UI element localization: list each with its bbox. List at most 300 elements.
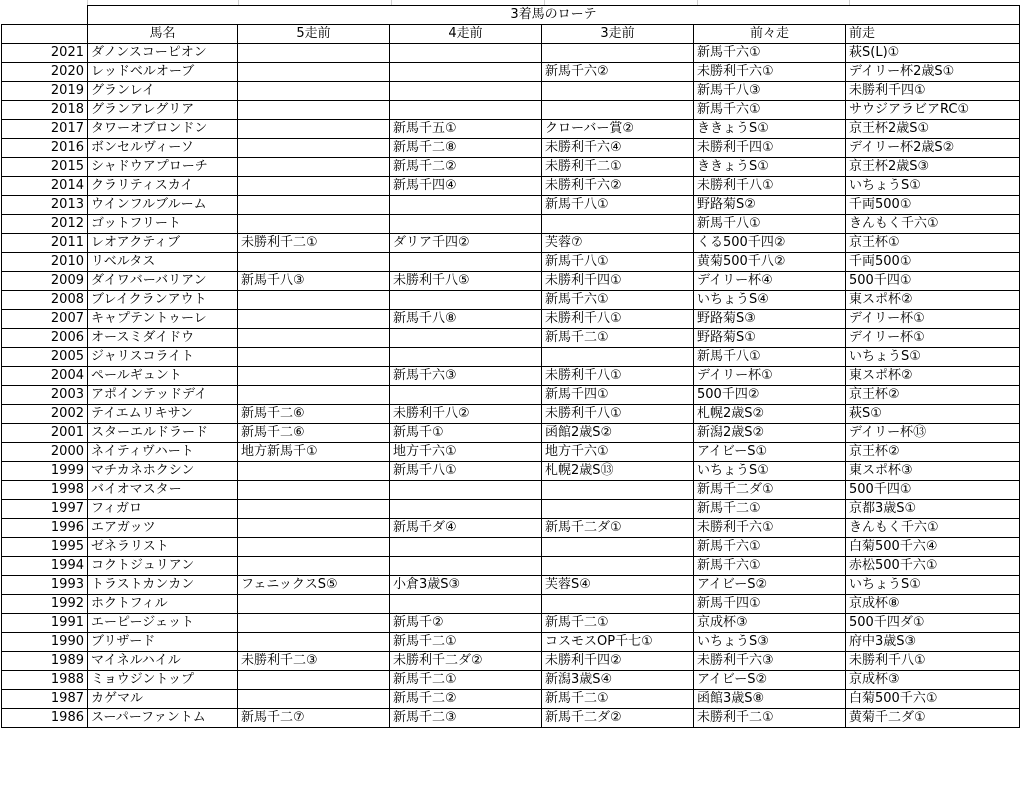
cell-run-5-ago	[238, 519, 390, 538]
table-row	[2, 139, 1020, 158]
header-year	[2, 25, 88, 44]
cell-run-2-ago: 札幌2歳S②	[694, 405, 846, 424]
cell-run-5-ago	[238, 386, 390, 405]
cell-run-5-ago	[238, 462, 390, 481]
cell-run-3-ago: 未勝利千八①	[542, 405, 694, 424]
cell-run-2-ago: 未勝利千六①	[694, 63, 846, 82]
cell-run-3-ago: 札幌2歳S⑬	[542, 462, 694, 481]
cell-run-3-ago	[542, 101, 694, 120]
header-horse-name: 馬名	[88, 25, 238, 44]
cell-run-4-ago: 新馬千①	[390, 424, 542, 443]
cell-last-run: 東スポ杯③	[846, 462, 1020, 481]
cell-run-5-ago	[238, 500, 390, 519]
cell-horse-name: マイネルハイル	[88, 652, 238, 671]
table-row	[2, 652, 1020, 671]
cell-year: 2021	[2, 44, 88, 63]
cell-last-run: 未勝利千八①	[846, 652, 1020, 671]
cell-run-2-ago: 500千四②	[694, 386, 846, 405]
cell-last-run: いちょうS①	[846, 348, 1020, 367]
table-row	[2, 386, 1020, 405]
cell-year: 2000	[2, 443, 88, 462]
cell-year: 1986	[2, 709, 88, 728]
cell-run-2-ago: 未勝利千六③	[694, 652, 846, 671]
cell-run-5-ago	[238, 139, 390, 158]
cell-last-run: いちょうS①	[846, 576, 1020, 595]
cell-last-run: 萩S(L)①	[846, 44, 1020, 63]
cell-last-run: 白菊500千六①	[846, 690, 1020, 709]
cell-last-run: 府中3歳S③	[846, 633, 1020, 652]
cell-run-3-ago: 新馬千四①	[542, 386, 694, 405]
table-row	[2, 709, 1020, 728]
cell-run-4-ago: 新馬千二②	[390, 690, 542, 709]
cell-run-3-ago: 新馬千二①	[542, 329, 694, 348]
cell-run-4-ago	[390, 538, 542, 557]
cell-last-run: 京王杯②	[846, 443, 1020, 462]
cell-last-run: デイリー杯①	[846, 329, 1020, 348]
cell-last-run: 京王杯2歳S①	[846, 120, 1020, 139]
cell-run-2-ago: 新馬千四①	[694, 595, 846, 614]
cell-run-3-ago: 新馬千二①	[542, 690, 694, 709]
cell-year: 2015	[2, 158, 88, 177]
cell-run-5-ago	[238, 614, 390, 633]
cell-horse-name: トラストカンカン	[88, 576, 238, 595]
cell-run-4-ago: 新馬千四④	[390, 177, 542, 196]
cell-run-3-ago: 未勝利千四①	[542, 272, 694, 291]
cell-run-3-ago	[542, 500, 694, 519]
cell-year: 2011	[2, 234, 88, 253]
cell-run-4-ago: 新馬千ダ④	[390, 519, 542, 538]
cell-last-run: 500千四ダ①	[846, 614, 1020, 633]
cell-horse-name: コクトジュリアン	[88, 557, 238, 576]
cell-run-3-ago: 未勝利千八①	[542, 310, 694, 329]
table-row	[2, 671, 1020, 690]
cell-horse-name: スターエルドラード	[88, 424, 238, 443]
cell-horse-name: ネイティヴハート	[88, 443, 238, 462]
cell-run-3-ago	[542, 82, 694, 101]
table-row	[2, 500, 1020, 519]
cell-run-5-ago	[238, 367, 390, 386]
cell-horse-name: エーピージェット	[88, 614, 238, 633]
table-row	[2, 462, 1020, 481]
table-row	[2, 424, 1020, 443]
cell-last-run: 京都3歳S①	[846, 500, 1020, 519]
cell-year: 2018	[2, 101, 88, 120]
cell-horse-name: ゴットフリート	[88, 215, 238, 234]
cell-run-2-ago: 新馬千六①	[694, 44, 846, 63]
cell-horse-name: バイオマスター	[88, 481, 238, 500]
cell-run-2-ago: アイビーS②	[694, 671, 846, 690]
cell-run-5-ago	[238, 595, 390, 614]
cell-horse-name: ダイワバーバリアン	[88, 272, 238, 291]
cell-horse-name: ボンセルヴィーソ	[88, 139, 238, 158]
cell-year: 2008	[2, 291, 88, 310]
cell-run-3-ago: 芙蓉S④	[542, 576, 694, 595]
cell-last-run: 京王杯①	[846, 234, 1020, 253]
cell-last-run: 萩S①	[846, 405, 1020, 424]
cell-year: 1990	[2, 633, 88, 652]
cell-run-5-ago	[238, 63, 390, 82]
table-row	[2, 44, 1020, 63]
cell-run-4-ago: 新馬千二③	[390, 709, 542, 728]
cell-horse-name: カゲマル	[88, 690, 238, 709]
cell-run-4-ago: 未勝利千八⑤	[390, 272, 542, 291]
table-row	[2, 310, 1020, 329]
cell-run-4-ago: 新馬千二②	[390, 158, 542, 177]
cell-run-3-ago: 地方千六①	[542, 443, 694, 462]
cell-last-run: デイリー杯2歳S②	[846, 139, 1020, 158]
table-row	[2, 538, 1020, 557]
table-row	[2, 481, 1020, 500]
cell-horse-name: ウインフルブルーム	[88, 196, 238, 215]
cell-run-2-ago: 函館3歳S⑧	[694, 690, 846, 709]
cell-run-4-ago	[390, 291, 542, 310]
cell-year: 1997	[2, 500, 88, 519]
cell-run-5-ago	[238, 329, 390, 348]
title-row	[2, 6, 1020, 25]
cell-year: 1999	[2, 462, 88, 481]
cell-run-2-ago: 野路菊S②	[694, 196, 846, 215]
cell-run-5-ago	[238, 158, 390, 177]
cell-last-run: 東スポ杯②	[846, 367, 1020, 386]
cell-run-4-ago	[390, 481, 542, 500]
cell-run-5-ago	[238, 671, 390, 690]
cell-run-5-ago	[238, 348, 390, 367]
cell-last-run: 500千四①	[846, 272, 1020, 291]
table-row	[2, 234, 1020, 253]
cell-last-run: デイリー杯2歳S①	[846, 63, 1020, 82]
cell-run-4-ago	[390, 253, 542, 272]
cell-last-run: 東スポ杯②	[846, 291, 1020, 310]
cell-run-5-ago	[238, 291, 390, 310]
cell-horse-name: ホクトフィル	[88, 595, 238, 614]
cell-run-2-ago: アイビーS②	[694, 576, 846, 595]
cell-horse-name: エアガッツ	[88, 519, 238, 538]
cell-run-3-ago	[542, 538, 694, 557]
cell-year: 1987	[2, 690, 88, 709]
cell-run-4-ago: ダリア千四②	[390, 234, 542, 253]
table-body	[2, 44, 1020, 728]
cell-horse-name: タワーオブロンドン	[88, 120, 238, 139]
header-4-runs-ago: 4走前	[390, 25, 542, 44]
cell-year: 2019	[2, 82, 88, 101]
cell-run-2-ago: 野路菊S③	[694, 310, 846, 329]
cell-run-3-ago	[542, 215, 694, 234]
cell-year: 1993	[2, 576, 88, 595]
cell-run-3-ago: 新馬千二ダ①	[542, 519, 694, 538]
cell-run-5-ago	[238, 44, 390, 63]
header-5-runs-ago: 5走前	[238, 25, 390, 44]
cell-run-3-ago: 未勝利千四②	[542, 652, 694, 671]
cell-horse-name: レッドベルオーブ	[88, 63, 238, 82]
cell-run-3-ago	[542, 348, 694, 367]
cell-run-2-ago: いちょうS①	[694, 462, 846, 481]
cell-horse-name: リベルタス	[88, 253, 238, 272]
cell-year: 2016	[2, 139, 88, 158]
cell-run-5-ago	[238, 253, 390, 272]
cell-year: 1989	[2, 652, 88, 671]
cell-run-5-ago: 新馬千二⑥	[238, 405, 390, 424]
cell-run-3-ago	[542, 481, 694, 500]
cell-run-3-ago: 新馬千二ダ②	[542, 709, 694, 728]
cell-run-5-ago: フェニックスS⑤	[238, 576, 390, 595]
cell-run-3-ago: 未勝利千六②	[542, 177, 694, 196]
cell-run-5-ago	[238, 120, 390, 139]
cell-run-5-ago	[238, 538, 390, 557]
cell-last-run: 千両500①	[846, 253, 1020, 272]
cell-run-2-ago: 京成杯③	[694, 614, 846, 633]
table-row	[2, 329, 1020, 348]
cell-year: 2012	[2, 215, 88, 234]
cell-year: 2002	[2, 405, 88, 424]
cell-year: 2013	[2, 196, 88, 215]
cell-run-3-ago: 新馬千八①	[542, 253, 694, 272]
table-row	[2, 272, 1020, 291]
cell-last-run: デイリー杯①	[846, 310, 1020, 329]
cell-run-3-ago	[542, 557, 694, 576]
cell-run-4-ago: 未勝利千八②	[390, 405, 542, 424]
cell-last-run: 京成杯⑧	[846, 595, 1020, 614]
header-last-run: 前走	[846, 25, 1020, 44]
cell-run-4-ago	[390, 101, 542, 120]
cell-run-2-ago: 新馬千六①	[694, 557, 846, 576]
cell-horse-name: オースミダイドウ	[88, 329, 238, 348]
cell-last-run: 千両500①	[846, 196, 1020, 215]
cell-horse-name: スーパーファントム	[88, 709, 238, 728]
cell-run-4-ago	[390, 215, 542, 234]
cell-last-run: いちょうS①	[846, 177, 1020, 196]
table-row	[2, 348, 1020, 367]
cell-run-4-ago: 新馬千②	[390, 614, 542, 633]
cell-run-2-ago: ききょうS①	[694, 120, 846, 139]
cell-year: 2010	[2, 253, 88, 272]
cell-run-5-ago	[238, 215, 390, 234]
table-row	[2, 367, 1020, 386]
header-3-runs-ago: 3走前	[542, 25, 694, 44]
cell-run-5-ago	[238, 310, 390, 329]
cell-year: 1995	[2, 538, 88, 557]
cell-run-3-ago: 未勝利千六④	[542, 139, 694, 158]
cell-run-4-ago: 地方千六①	[390, 443, 542, 462]
cell-last-run: 京王杯2歳S③	[846, 158, 1020, 177]
cell-run-4-ago	[390, 196, 542, 215]
cell-run-2-ago: アイビーS①	[694, 443, 846, 462]
cell-last-run: 未勝利千四①	[846, 82, 1020, 101]
cell-run-5-ago: 未勝利千二③	[238, 652, 390, 671]
cell-horse-name: シャドウアプローチ	[88, 158, 238, 177]
table-row	[2, 120, 1020, 139]
cell-run-4-ago	[390, 348, 542, 367]
cell-run-5-ago: 新馬千二⑥	[238, 424, 390, 443]
cell-run-2-ago: 新馬千八③	[694, 82, 846, 101]
cell-run-5-ago	[238, 82, 390, 101]
cell-horse-name: キャプテントゥーレ	[88, 310, 238, 329]
table-row	[2, 82, 1020, 101]
cell-run-2-ago: 新馬千六①	[694, 101, 846, 120]
cell-run-4-ago	[390, 329, 542, 348]
table-row	[2, 557, 1020, 576]
cell-horse-name: アポインテッドデイ	[88, 386, 238, 405]
cell-run-5-ago: 未勝利千二①	[238, 234, 390, 253]
cell-year: 2014	[2, 177, 88, 196]
cell-last-run: サウジアラビアRC①	[846, 101, 1020, 120]
cell-year: 1994	[2, 557, 88, 576]
table-row	[2, 519, 1020, 538]
cell-run-4-ago: 新馬千八⑧	[390, 310, 542, 329]
table-row	[2, 253, 1020, 272]
cell-last-run: きんもく千六①	[846, 519, 1020, 538]
cell-last-run: 京王杯②	[846, 386, 1020, 405]
cell-run-2-ago: 新潟2歳S②	[694, 424, 846, 443]
cell-year: 1992	[2, 595, 88, 614]
cell-run-2-ago: いちょうS④	[694, 291, 846, 310]
cell-run-2-ago: 未勝利千六①	[694, 519, 846, 538]
cell-year: 2001	[2, 424, 88, 443]
cell-run-4-ago	[390, 557, 542, 576]
cell-year: 2009	[2, 272, 88, 291]
cell-last-run: 赤松500千六①	[846, 557, 1020, 576]
table-row	[2, 196, 1020, 215]
cell-horse-name: レオアクティブ	[88, 234, 238, 253]
table-row	[2, 177, 1020, 196]
cell-run-2-ago: 新馬千八①	[694, 215, 846, 234]
table-row	[2, 614, 1020, 633]
cell-run-4-ago	[390, 44, 542, 63]
cell-run-3-ago: 未勝利千二①	[542, 158, 694, 177]
cell-run-3-ago: 芙蓉⑦	[542, 234, 694, 253]
cell-last-run: 白菊500千六④	[846, 538, 1020, 557]
cell-year: 2007	[2, 310, 88, 329]
cell-run-5-ago	[238, 481, 390, 500]
cell-run-4-ago: 新馬千二⑧	[390, 139, 542, 158]
cell-run-4-ago: 新馬千八①	[390, 462, 542, 481]
cell-run-4-ago: 新馬千二①	[390, 633, 542, 652]
cell-horse-name: ブリザード	[88, 633, 238, 652]
table-row	[2, 158, 1020, 177]
cell-run-3-ago: 未勝利千八①	[542, 367, 694, 386]
cell-run-4-ago: 新馬千二①	[390, 671, 542, 690]
cell-run-3-ago: コスモスOP千七①	[542, 633, 694, 652]
cell-last-run: 黄菊千二ダ①	[846, 709, 1020, 728]
cell-run-2-ago: 未勝利千八①	[694, 177, 846, 196]
cell-run-2-ago: 未勝利千二①	[694, 709, 846, 728]
cell-run-4-ago	[390, 63, 542, 82]
cell-year: 2003	[2, 386, 88, 405]
cell-horse-name: ジャリスコライト	[88, 348, 238, 367]
cell-run-3-ago: 新馬千二①	[542, 614, 694, 633]
cell-run-5-ago: 新馬千八③	[238, 272, 390, 291]
cell-run-2-ago: 黄菊500千八②	[694, 253, 846, 272]
cell-horse-name: ダノンスコーピオン	[88, 44, 238, 63]
cell-run-3-ago: クローバー賞②	[542, 120, 694, 139]
cell-run-2-ago: 新馬千二ダ①	[694, 481, 846, 500]
cell-run-2-ago: くる500千四②	[694, 234, 846, 253]
cell-run-2-ago: 野路菊S①	[694, 329, 846, 348]
cell-horse-name: グランレイ	[88, 82, 238, 101]
cell-run-4-ago: 新馬千六③	[390, 367, 542, 386]
cell-run-4-ago	[390, 500, 542, 519]
cell-run-4-ago	[390, 386, 542, 405]
cell-run-2-ago: 新馬千六①	[694, 538, 846, 557]
cell-year: 2017	[2, 120, 88, 139]
table-row	[2, 63, 1020, 82]
cell-horse-name: ブレイクランアウト	[88, 291, 238, 310]
table-row	[2, 576, 1020, 595]
header-2-runs-ago: 前々走	[694, 25, 846, 44]
cell-year: 2004	[2, 367, 88, 386]
table-row	[2, 215, 1020, 234]
cell-run-5-ago	[238, 690, 390, 709]
table-row	[2, 291, 1020, 310]
cell-run-2-ago: 新馬千二①	[694, 500, 846, 519]
table-row	[2, 595, 1020, 614]
cell-run-4-ago: 新馬千五①	[390, 120, 542, 139]
cell-run-2-ago: デイリー杯①	[694, 367, 846, 386]
cell-run-2-ago: ききょうS①	[694, 158, 846, 177]
cell-run-4-ago: 未勝利千二ダ②	[390, 652, 542, 671]
cell-run-2-ago: いちょうS③	[694, 633, 846, 652]
cell-year: 2006	[2, 329, 88, 348]
corner-cell	[2, 6, 88, 25]
cell-run-4-ago	[390, 595, 542, 614]
cell-run-5-ago	[238, 101, 390, 120]
cell-horse-name: ゼネラリスト	[88, 538, 238, 557]
cell-run-2-ago: 未勝利千四①	[694, 139, 846, 158]
cell-run-5-ago	[238, 177, 390, 196]
cell-run-5-ago: 地方新馬千①	[238, 443, 390, 462]
cell-run-5-ago	[238, 633, 390, 652]
cell-last-run: きんもく千六①	[846, 215, 1020, 234]
cell-year: 1991	[2, 614, 88, 633]
table-row	[2, 633, 1020, 652]
cell-year: 1998	[2, 481, 88, 500]
cell-run-4-ago	[390, 82, 542, 101]
cell-horse-name: グランアレグリア	[88, 101, 238, 120]
cell-run-2-ago: 新馬千八①	[694, 348, 846, 367]
rotation-table	[1, 5, 1020, 728]
cell-run-5-ago	[238, 196, 390, 215]
cell-horse-name: フィガロ	[88, 500, 238, 519]
table-row	[2, 405, 1020, 424]
table-row	[2, 443, 1020, 462]
cell-horse-name: マチカネホクシン	[88, 462, 238, 481]
cell-horse-name: ペールギュント	[88, 367, 238, 386]
cell-last-run: 500千四①	[846, 481, 1020, 500]
cell-run-3-ago: 新潟3歳S④	[542, 671, 694, 690]
cell-run-3-ago: 新馬千六②	[542, 63, 694, 82]
cell-horse-name: テイエムリキサン	[88, 405, 238, 424]
cell-last-run: 京成杯③	[846, 671, 1020, 690]
cell-run-5-ago: 新馬千二⑦	[238, 709, 390, 728]
cell-run-5-ago	[238, 557, 390, 576]
cell-run-2-ago: デイリー杯④	[694, 272, 846, 291]
cell-horse-name: クラリティスカイ	[88, 177, 238, 196]
cell-year: 1996	[2, 519, 88, 538]
table-row	[2, 690, 1020, 709]
cell-run-3-ago	[542, 44, 694, 63]
cell-last-run: デイリー杯⑬	[846, 424, 1020, 443]
cell-run-3-ago: 函館2歳S②	[542, 424, 694, 443]
cell-run-3-ago: 新馬千八①	[542, 196, 694, 215]
table-row	[2, 101, 1020, 120]
header-row	[2, 25, 1020, 44]
cell-year: 2020	[2, 63, 88, 82]
cell-year: 2005	[2, 348, 88, 367]
cell-run-3-ago	[542, 595, 694, 614]
cell-horse-name: ミョウジントップ	[88, 671, 238, 690]
cell-year: 1988	[2, 671, 88, 690]
cell-run-4-ago: 小倉3歳S③	[390, 576, 542, 595]
cell-run-3-ago: 新馬千六①	[542, 291, 694, 310]
